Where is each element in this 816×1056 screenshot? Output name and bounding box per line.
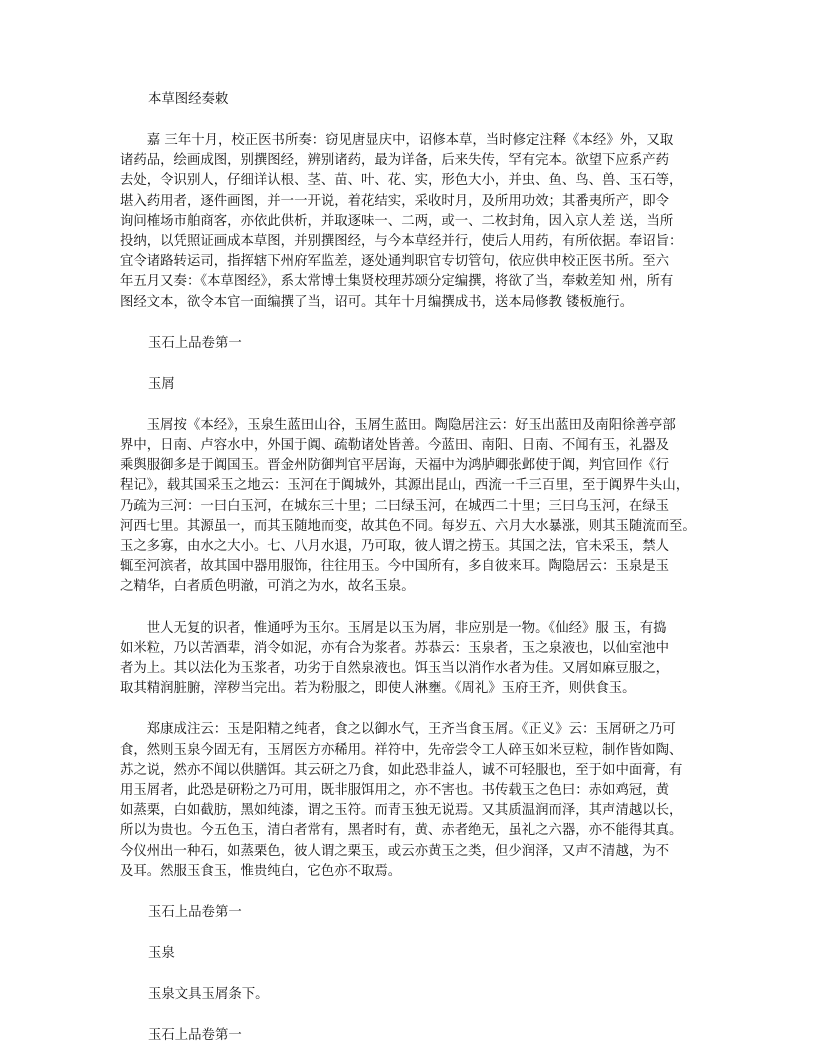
text-line: 及耳。然服玉食玉，惟贵纯白，它色亦不取焉。 [120, 863, 402, 879]
text-line: 去处，令识别人，仔细详认根、茎、苗、叶、花、实，形色大小，并虫、鱼、鸟、兽、玉石等， [120, 173, 683, 189]
paragraph-memorial [120, 131, 700, 313]
text-line: 询问榷场市舶商客，亦依此供析，并取逐味一、二两，或一、二枚封角，因入京人差 送，当所 [120, 213, 674, 229]
text-line: 嘉 三年十月，校正医书所奏：窃见唐显庆中，诏修本草，当时修定注释《本经》外，又取 [120, 133, 674, 148]
text-line: 取其精润脏腑，滓秽当完出。若为粉服之，即使人淋壅。《周礼》玉府王齐，则供食玉。 [120, 681, 636, 697]
text-line: 界中，日南、卢容水中，外国于阗、疏勒诸处皆善。今蓝田、南阳、日南、不闻有玉，礼器及 [120, 438, 670, 454]
text-line: 程记》，载其国采玉之地云：玉河在于阗城外，其源出昆山，西流一千三百里，至于阗界牛头山， [120, 478, 690, 494]
text-line: 食，然则玉泉今固无有，玉屑医方亦稀用。祥符中，先帝尝令工人碎玉如米豆粒，制作皆如陶、 [120, 742, 683, 758]
text-line: 之精华，白者质色明澈，可消之为水，故名玉泉。 [120, 579, 415, 595]
entry-heading-yuquan: 玉泉 [148, 946, 175, 962]
text-line: 年五月又奏：《本草图经》，系太常博士集贤校理苏颂分定编撰，将欲了当，奉敕差知 州，所有 [120, 274, 674, 290]
paragraph-yuxie-2 [120, 619, 700, 700]
text-line: 所以为贵也。今五色玉，清白者常有，黑者时有，黄、赤者绝无，虽礼之六器，亦不能得其真。 [120, 823, 683, 839]
chapter-heading: 玉石上品卷第一 [148, 335, 242, 351]
text-line: 如蒸栗，白如截肪，黑如纯漆，谓之玉符。而青玉独无说焉。又其质温润而泽，其声清越以长， [120, 803, 683, 819]
cross-reference-note: 玉泉文具玉屑条下。 [148, 987, 269, 1003]
text-line: 诸药品，绘画成图，别撰图经，辨别诸药，最为详备，后来失传，罕有完本。欲望下应系产药 [120, 153, 670, 169]
paragraph-yuxie-1 [120, 416, 700, 598]
text-line: 堪入药用者，逐件画图，并一一开说，着花结实，采收时月，及所用功效；其番夷所产，即令 [120, 193, 670, 209]
text-line: 宜令诸路转运司，指挥辖下州府军监差，逐处通判职官专切管句，依应供申校正医书所。至六 [120, 254, 670, 270]
chapter-heading: 玉石上品卷第一 [148, 905, 242, 921]
text-line: 玉屑按《本经》，玉泉生蓝田山谷，玉屑生蓝田。陶隐居注云：好玉出蓝田及南阳徐善亭部 [120, 417, 676, 433]
section-title-memorial: 本草图经奏敕 [148, 92, 229, 107]
text-line: 图经文本，欲令本官一面编撰了当，诏可。其年十月编撰成书，送本局修教 镂板施行。 [120, 294, 634, 310]
text-line: 如米粒，乃以苦酒辈，消令如泥，亦有合为浆者。苏恭云：玉泉者，玉之泉液也，以仙室池中 [120, 640, 670, 656]
entry-heading-yuxie: 玉屑 [148, 376, 175, 392]
paragraph-yuxie-3 [120, 720, 700, 882]
text-line: 者为上。其以法化为玉浆者，功劣于自然泉液也。饵玉当以消作水者为佳。又屑如麻豆服之， [120, 661, 670, 677]
text-line: 河西七里。其源虽一，而其玉随地而变，故其色不同。每岁五、六月大水暴涨，则其玉随流而至。 [120, 518, 696, 534]
text-line: 世人无复的识者，惟通呼为玉尔。玉屑是以玉为屑，非应别是一物。《仙经》服 玉，有捣 [120, 620, 667, 636]
text-line: 今仪州出一种石，如蒸栗色，彼人谓之栗玉，或云亦黄玉之类，但少润泽，又声不清越，为不 [120, 843, 670, 859]
text-line: 投纳，以凭照证画成本草图，并别撰图经，与今本草经并行，使后人用药，有所依据。奉诏旨： [120, 234, 683, 250]
text-line: 乘舆服御多是于阗国玉。晋金州防御判官平居诲，天福中为鸿胪卿张邺使于阗，判官回作《行 [120, 458, 670, 474]
text-line: 郑康成注云：玉是阳精之纯者，食之以御水气，王齐当食玉屑。《正义》云：玉屑研之乃可 [120, 722, 676, 738]
text-line: 用玉屑者，此恐是研粉之乃可用，既非服饵用之，亦不害也。书传载玉之色曰：赤如鸡冠，黄 [120, 783, 670, 799]
text-line: 玉之多寡，由水之大小。七、八月水退，乃可取，彼人谓之捞玉。其国之法，官未采玉，禁人 [120, 539, 670, 555]
chapter-heading: 玉石上品卷第一 [148, 1028, 242, 1044]
text-line: 辄至河滨者，故其国中器用服饰，往往用玉。今中国所有，多自彼来耳。陶隐居云：玉泉是玉 [120, 559, 670, 575]
text-line: 苏之说，然亦不闻以供膳饵。其云研之乃食，如此恐非益人，诚不可轻服也，至于如中面膏，有 [120, 762, 683, 778]
document-page [120, 90, 700, 1046]
text-line: 乃疏为三河：一曰白玉河，在城东三十里；二曰绿玉河，在城西二十里；三曰乌玉河，在绿玉 [120, 498, 670, 514]
